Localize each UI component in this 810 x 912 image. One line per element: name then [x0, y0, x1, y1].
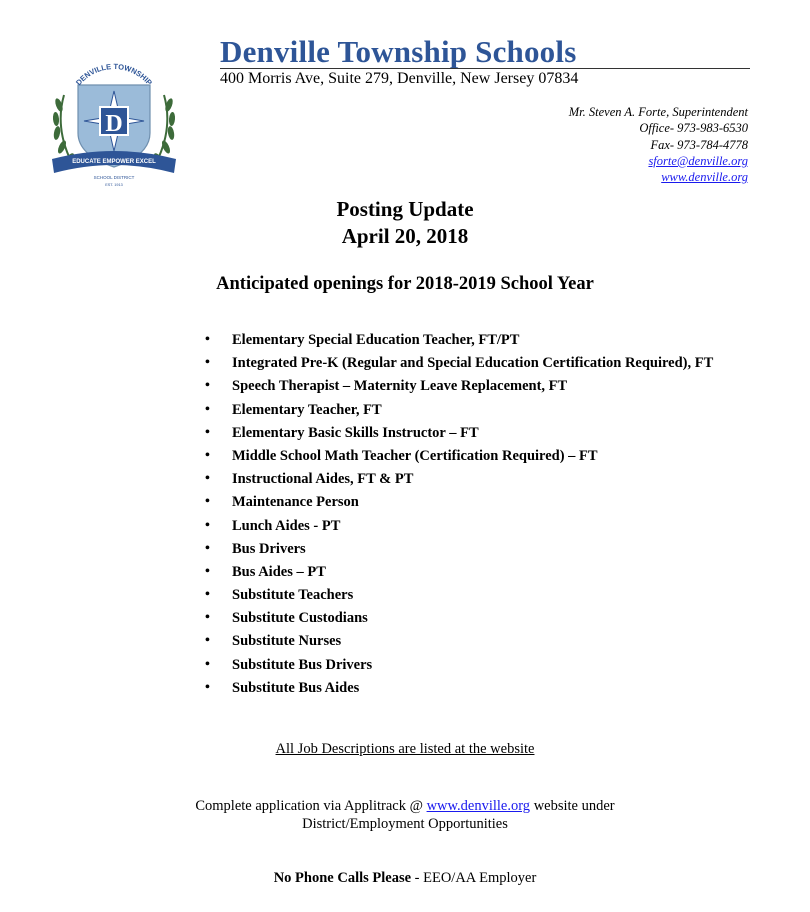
bullet-icon: • — [205, 540, 210, 556]
list-item: • Elementary Teacher, FT — [205, 401, 382, 418]
bullet-icon: • — [205, 471, 210, 487]
superintendent-name: Mr. Steven A. Forte, Superintendent — [568, 105, 748, 119]
bullet-icon: • — [205, 424, 210, 440]
bullet-icon: • — [205, 517, 210, 533]
list-item: • Middle School Math Teacher (Certification Required) – FT — [205, 447, 598, 464]
posting-date: April 20, 2018 — [341, 224, 469, 248]
bullet-icon: • — [205, 656, 210, 672]
list-item: • Bus Drivers — [205, 540, 306, 557]
bullet-icon: • — [205, 332, 210, 347]
seal-ribbon-text: EDUCATE EMPOWER EXCEL — [72, 159, 156, 165]
application-instructions — [0, 797, 810, 833]
list-item: • Elementary Special Education Teacher, FT/PT — [205, 332, 520, 348]
apply-text-suffix: website under — [530, 798, 615, 814]
posting-heading: Posting Update — [336, 197, 474, 221]
organization-name: Denville Township Schools — [220, 34, 577, 69]
bullet-icon: • — [205, 401, 210, 417]
bullet-icon: • — [205, 355, 210, 371]
list-item: • Maintenance Person — [205, 494, 359, 511]
list-item: • Substitute Nurses — [205, 633, 342, 650]
list-item: • Bus Aides – PT — [205, 563, 326, 580]
denville-township-seal-logo — [44, 55, 184, 190]
list-item: • Speech Therapist – Maternity Leave Replacement, FT — [205, 378, 568, 395]
list-item: • Substitute Bus Aides — [205, 679, 360, 696]
website-link[interactable]: www.denville.org — [661, 170, 748, 185]
list-item: • Substitute Teachers — [205, 587, 354, 604]
footer-notice — [0, 870, 810, 887]
seal-letter: D — [105, 111, 123, 137]
list-item: • Elementary Basic Skills Instructor – FT — [205, 424, 479, 441]
office-phone: Office- 973-983-6530 — [639, 121, 748, 136]
fax-number: Fax- 973-784-4778 — [650, 137, 748, 152]
bullet-icon: • — [205, 494, 210, 510]
list-item: • Lunch Aides - PT — [205, 517, 341, 534]
contact-block — [569, 104, 748, 185]
posting-title — [0, 196, 810, 250]
email-link[interactable]: sforte@denville.org — [648, 153, 748, 168]
job-descriptions-note: All Job Descriptions are listed at the website — [275, 741, 535, 757]
header-divider — [220, 68, 750, 69]
bullet-icon: • — [205, 563, 210, 579]
bullet-icon: • — [205, 633, 210, 649]
openings-subtitle: Anticipated openings for 2018-2019 School Year — [216, 274, 594, 294]
list-item: • Substitute Custodians — [205, 610, 368, 627]
list-item: • Substitute Bus Drivers — [205, 656, 373, 673]
seal-arc-text: DENVILLE TOWNSHIP — [74, 61, 154, 88]
seal-est-text: EST. 1913 — [105, 183, 123, 187]
list-item: • Integrated Pre-K (Regular and Special Education Certification Required), FT — [205, 355, 714, 372]
eeo-notice: - EEO/AA Employer — [411, 870, 537, 886]
bullet-icon: • — [205, 610, 210, 626]
svg-text:DENVILLE TOWNSHIP — [74, 62, 154, 87]
list-item: • Instructional Aides, FT & PT — [205, 471, 414, 488]
bullet-icon: • — [205, 447, 210, 463]
no-calls-notice: No Phone Calls Please — [273, 870, 412, 886]
bullet-icon: • — [205, 378, 210, 394]
bullet-icon: • — [205, 679, 210, 695]
seal-lower-text: SCHOOL DISTRICT — [93, 175, 135, 180]
bullet-icon: • — [205, 587, 210, 603]
apply-text-line2: District/Employment Opportunities — [302, 816, 508, 832]
applitrack-website-link[interactable]: www.denville.org — [426, 798, 531, 814]
openings-list — [205, 330, 713, 701]
apply-text: Complete application via Applitrack @ — [195, 798, 427, 814]
organization-address: 400 Morris Ave, Suite 279, Denville, New Jersey 07834 — [220, 70, 579, 87]
